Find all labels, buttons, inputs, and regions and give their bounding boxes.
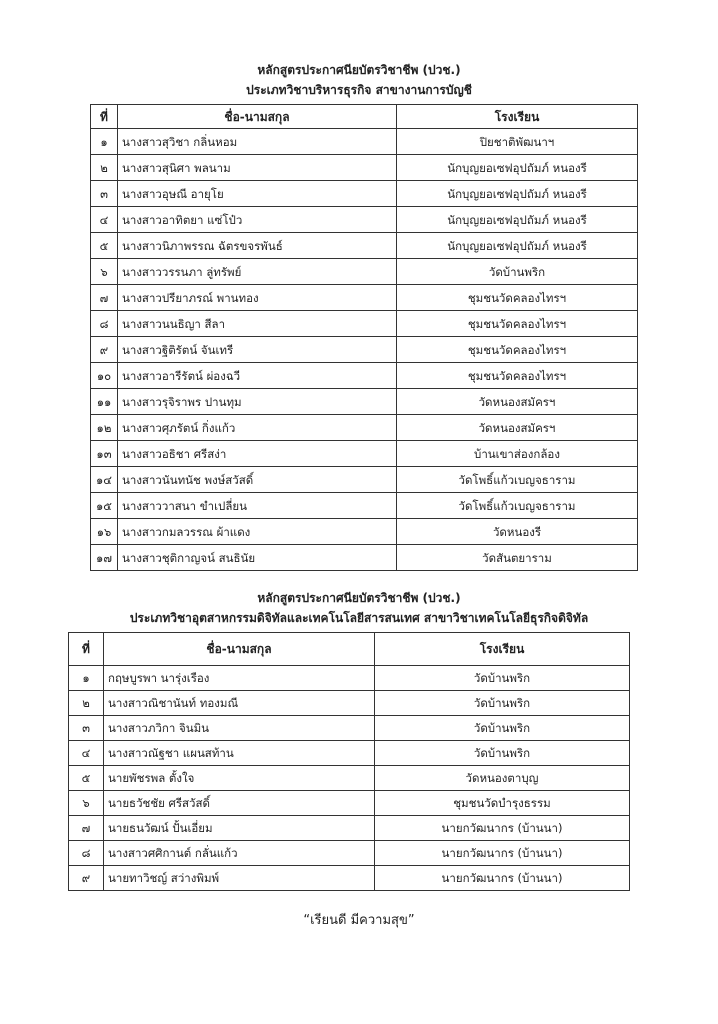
row-number: ๖: [91, 259, 118, 285]
student-name: นางสาวสุนิศา พลนาม: [118, 155, 397, 181]
row-number: ๑๓: [91, 441, 118, 467]
student-name: นางสาวสุวิชา กลิ่นหอม: [118, 129, 397, 155]
school-name: นักบุญยอเซฟอุปถัมภ์ หนองรี: [397, 181, 638, 207]
table-row: [91, 519, 638, 545]
section1-subtitle: ประเภทวิชาบริหารธุรกิจ สาขางานการบัญชี: [246, 83, 472, 97]
table-row: [91, 363, 638, 389]
school-name: ชุมชนวัดคลองไทรฯ: [397, 337, 638, 363]
table-row: [69, 716, 630, 741]
row-number: ๕: [91, 233, 118, 259]
row-number: ๑๒: [91, 415, 118, 441]
section1-table: [90, 104, 638, 571]
school-name: วัดสันตยาราม: [397, 545, 638, 571]
table-row: [91, 389, 638, 415]
student-name: นายทาวิชญ์ สว่างพิมพ์: [104, 866, 375, 891]
table-row: [91, 233, 638, 259]
student-name: นางสาวฐิติรัตน์ จันเทรี: [118, 337, 397, 363]
row-number: ๕: [69, 766, 104, 791]
header-no: ที่: [69, 633, 104, 666]
table-row: [69, 766, 630, 791]
section1-title: หลักสูตรประกาศนียบัตรวิชาชีพ (ปวช.): [257, 63, 461, 77]
row-number: ๑๐: [91, 363, 118, 389]
row-number: ๖: [69, 791, 104, 816]
row-number: ๗: [91, 285, 118, 311]
table-row: [69, 741, 630, 766]
school-name: ชุมชนวัดคลองไทรฯ: [397, 285, 638, 311]
row-number: ๘: [69, 841, 104, 866]
row-number: ๒: [91, 155, 118, 181]
table-row: [91, 415, 638, 441]
student-name: นางสาวชุติกาญจน์ สนธินัย: [118, 545, 397, 571]
table-row: [91, 441, 638, 467]
school-name: วัดโพธิ์แก้วเบญจธาราม: [397, 467, 638, 493]
school-name: นายกวัฒนากร (บ้านนา): [375, 841, 630, 866]
student-name: นางสาวอารีรัตน์ ผ่องฉวี: [118, 363, 397, 389]
student-name: นายธนวัฒน์ ปั้นเอี่ยม: [104, 816, 375, 841]
school-name: บ้านเขาส่องกล้อง: [397, 441, 638, 467]
school-name: วัดบ้านพริก: [375, 716, 630, 741]
student-name: นางสาววรรนภา ลู่ทรัพย์: [118, 259, 397, 285]
table-row: [91, 181, 638, 207]
student-name: นางสาววาสนา ขำเปลี่ยน: [118, 493, 397, 519]
row-number: ๙: [69, 866, 104, 891]
school-name: นักบุญยอเซฟอุปถัมภ์ หนองรี: [397, 233, 638, 259]
table-row: [91, 467, 638, 493]
header-no: ที่: [91, 105, 118, 129]
motto-footer: “เรียนดี มีความสุข”: [303, 913, 415, 928]
school-name: วัดบ้านพริก: [397, 259, 638, 285]
row-number: ๑๗: [91, 545, 118, 571]
table-row: [91, 545, 638, 571]
table-row: [69, 866, 630, 891]
school-name: นายกวัฒนากร (บ้านนา): [375, 816, 630, 841]
table-row: [91, 285, 638, 311]
row-number: ๑๔: [91, 467, 118, 493]
row-number: ๑: [69, 666, 104, 691]
row-number: ๙: [91, 337, 118, 363]
table-row: [69, 691, 630, 716]
school-name: นักบุญยอเซฟอุปถัมภ์ หนองรี: [397, 155, 638, 181]
section2-title: หลักสูตรประกาศนียบัตรวิชาชีพ (ปวช.): [257, 591, 461, 605]
table-row: [91, 337, 638, 363]
header-name: ชื่อ-นามสกุล: [104, 633, 375, 666]
school-name: ชุมชนวัดบำรุงธรรม: [375, 791, 630, 816]
student-name: นางสาวศศิกานต์ กลั่นแก้ว: [104, 841, 375, 866]
student-name: นางสาวกมลวรรณ ผ้าแดง: [118, 519, 397, 545]
school-name: วัดหนองรี: [397, 519, 638, 545]
table-row: [91, 207, 638, 233]
school-name: วัดหนองสมัครฯ: [397, 389, 638, 415]
table-row: [91, 129, 638, 155]
row-number: ๑๕: [91, 493, 118, 519]
table-row: [69, 666, 630, 691]
header-school: โรงเรียน: [375, 633, 630, 666]
row-number: ๑๖: [91, 519, 118, 545]
header-name: ชื่อ-นามสกุล: [118, 105, 397, 129]
table-row: [91, 259, 638, 285]
school-name: วัดหนองสมัครฯ: [397, 415, 638, 441]
school-name: วัดโพธิ์แก้วเบญจธาราม: [397, 493, 638, 519]
table-row: [69, 841, 630, 866]
row-number: ๒: [69, 691, 104, 716]
school-name: วัดบ้านพริก: [375, 691, 630, 716]
section2-table: [68, 632, 630, 891]
section2-subtitle: ประเภทวิชาอุตสาหกรรมดิจิทัลและเทคโนโลยีสารสนเทศ สาขาวิชาเทคโนโลยีธุรกิจดิจิทัล: [129, 611, 589, 625]
school-name: วัดหนองตาบุญ: [375, 766, 630, 791]
student-name: นางสาวปรียาภรณ์ พานทอง: [118, 285, 397, 311]
student-name: นางสาวนิภาพรรณ ฉัตรขจรพันธ์: [118, 233, 397, 259]
row-number: ๔: [91, 207, 118, 233]
student-name: กฤษบูรพา นารุ่งเรือง: [104, 666, 375, 691]
student-name: นางสาวรุจิราพร ปานทุม: [118, 389, 397, 415]
row-number: ๗: [69, 816, 104, 841]
row-number: ๑: [91, 129, 118, 155]
student-name: นางสาวอุษณี อายุโย: [118, 181, 397, 207]
table-row: [69, 816, 630, 841]
school-name: วัดบ้านพริก: [375, 666, 630, 691]
student-name: นางสาวนันทนัช พงษ์สวัสดิ์: [118, 467, 397, 493]
student-name: นางสาวณิชานันท์ ทองมณี: [104, 691, 375, 716]
row-number: ๓: [69, 716, 104, 741]
school-name: วัดบ้านพริก: [375, 741, 630, 766]
school-name: ชุมชนวัดคลองไทรฯ: [397, 363, 638, 389]
row-number: ๑๑: [91, 389, 118, 415]
school-name: ชุมชนวัดคลองไทรฯ: [397, 311, 638, 337]
school-name: นายกวัฒนากร (บ้านนา): [375, 866, 630, 891]
table-row: [69, 791, 630, 816]
school-name: ปิยชาติพัฒนาฯ: [397, 129, 638, 155]
student-name: นางสาวนนธิญา สีลา: [118, 311, 397, 337]
student-name: นางสาวภวิกา จินมิน: [104, 716, 375, 741]
school-name: นักบุญยอเซฟอุปถัมภ์ หนองรี: [397, 207, 638, 233]
student-name: นางสาวศุภรัตน์ กิ่งแก้ว: [118, 415, 397, 441]
student-name: นางสาวณัฐชา แผนสท้าน: [104, 741, 375, 766]
table-row: [91, 493, 638, 519]
student-name: นายธวัชชัย ศรีสวัสดิ์: [104, 791, 375, 816]
row-number: ๘: [91, 311, 118, 337]
header-school: โรงเรียน: [397, 105, 638, 129]
row-number: ๔: [69, 741, 104, 766]
table-row: [91, 311, 638, 337]
student-name: นายพัชรพล ตั้งใจ: [104, 766, 375, 791]
student-name: นางสาวอาทิตยา แซ่โป๋ว: [118, 207, 397, 233]
table-row: [91, 155, 638, 181]
row-number: ๓: [91, 181, 118, 207]
student-name: นางสาวอธิชา ศรีสง่า: [118, 441, 397, 467]
